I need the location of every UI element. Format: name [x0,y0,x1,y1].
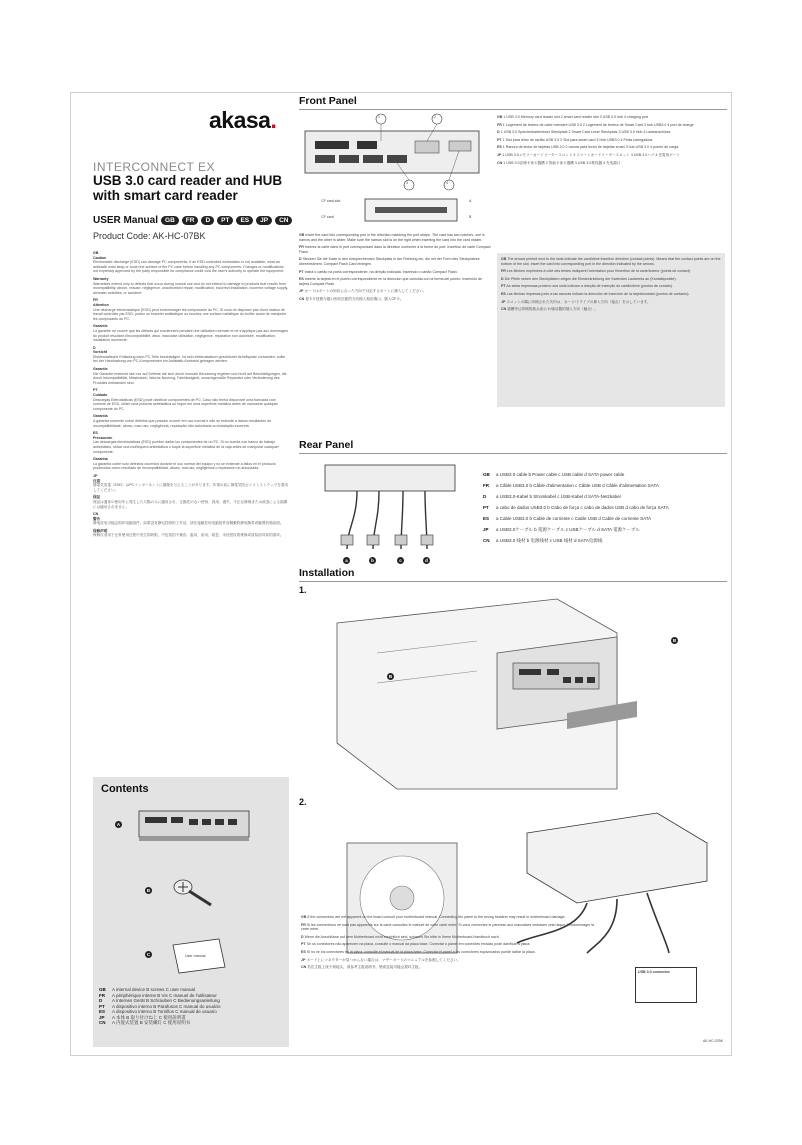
fine-print-text: 静電気放電（ESD）はPCコンポーネントに損傷を与えることがあります。作業の前に静電気防止リストストラップを着用してください。 [93,483,289,492]
grey-note-row: GB The arrows printed next to the slots indicate the card/drive insertion direction (contact points). Means that the contact points are on the bottom of the slot. Insert the card into corresponding port in the direction indicated by the arrows. [501,257,721,266]
note-row: GB Insert the card into corresponding port in the direction matching the port shape. The card has two notches, one is narrow and the other is wider. Make sure the narrow slot is on the right when inserting the card into the card reader. [299,233,485,242]
legend-row: GB 1 USB 3.0 Memory card reader slot 2 smart card reader slot 3 USB 3.0 hub 4 charging port [497,115,649,119]
product-title: USB 3.0 card reader and HUB with smart card reader [93,173,283,203]
fine-print-subhead: Precaución [93,435,113,440]
cf-card-slot-label: CF card slot [321,199,341,203]
fine-print-lang: CN [93,512,99,517]
contents-title: Contents [101,783,149,795]
contents-box [93,777,289,1047]
left-column [71,93,293,1055]
front-panel-legend [497,115,725,227]
install-note-row: FR Si les connecteurs ne sont pas apparents sur la carte consultez le manuel de votre carte mère. Si vous connectez le panneau aux mauvaises embases cela risque d'endommager la carte mère. [301,922,594,932]
contents-row: CN A 内置式装置 B 安装螺钉 C 使用说明书 [99,1020,191,1025]
contents-row: ES A dispositivo interno B Tornillos C manual de usuario [99,1009,217,1014]
fine-print-paragraph [93,367,289,385]
fine-print-subhead: Garantia [93,414,108,419]
callout-4: 4 [446,181,448,185]
fine-print-paragraph [93,414,289,428]
fine-print-subhead: 注意 [93,478,101,483]
fine-print-paragraph [93,277,289,295]
section-divider [299,109,727,110]
cf-card-b: B [469,215,472,219]
note-row: JP カードはポートの形状に合った方向で対応するポートに挿入してください。 [299,289,427,294]
fine-print-text: Une décharge électrostatique (ESD) peut endommager les composants du PC. Si vous ne disposez pas d'une station de travail contrôlée par ESD, portez un bracelet antistatique ou touchez une surface métallique du boîtier avant de manipuler les composants du PC. [93,307,287,321]
install-note-row: PT Se os conectores não aparecem na placa, consulte o manual da placa base. Conectar o painel em conexões erradas pode danificar a placa. [301,942,531,947]
fine-print-paragraph [93,388,289,411]
legend-row: PT 1 Slot para leitor de cartão USB 3.0 2 Slot para smart card 3 Hub USB3.0 4 Porta carregadora [497,137,653,142]
fine-print-subhead: 保証 [93,495,101,500]
legend-row: JP 1 USB 3.0メモリーカードリーダースロット 2 スマートカードリーダースロット 3 USB 3.0ハブ 4 充電用ポート [497,152,680,157]
grey-note-row: FR Les flèches imprimées à côté des fentes indiquent l'orientation pour l'insertion de la carte/lecteur (points de contact). [501,269,692,274]
insertion-direction-notes [497,253,725,407]
lang-pill: PT [217,216,233,225]
fine-print-paragraph [93,457,289,471]
note-row: D Stecken Sie die Karte in den entsprechenden Steckplatz in der Richtung ein, die mit der Form des Steckplatzes übereinstimmt. Compact Flash Card einlegen. [299,257,480,266]
lang-pill: CN [275,216,292,225]
fine-print-text: Die Garantie erstreckt sich nur auf Defekte die sich durch normale Benutzung ergeben und nicht auf Beschädigungen, die durch Inkompatibilität, Missbrauch, falsche Nutzung, Fahrlässigkeit, unsachgemäße Reparatur oder Veränderung des Produkts entstanden sind. [93,371,287,385]
fine-print-paragraph [93,324,289,342]
fine-print-lang: D [93,345,96,350]
rear-legend-row: FR a Câble USB3.0 b Câble d'alimentation c Câble USB d Câble d'alimentation SATA [483,483,659,488]
install-note-row: CN 若在主板上找不到接头，请参考主板说明书。错误连接可能会损坏主板。 [301,965,423,970]
fine-print-text: 静电放电可能会损坏电脑组件。如果没有静电控制的工作站，请在接触任何电脑组件前佩戴防静电腕带或触摸机箱表面。 [93,521,284,526]
cf-card-a: A [469,199,472,203]
brand-logo: akasa. [209,107,277,133]
contents-row: D A Internes Gerät B Schrauben C Bedienungsanleitung [99,998,220,1003]
screw-icon [169,873,219,913]
contents-row: GB A internal device B screws C user manual [99,987,196,992]
fine-print-subhead: 警告 [93,516,101,521]
grey-note-row: JP スロットの隣に印刷された矢印は、カード/ドライブの挿入方向（接点）を示しています。 [501,299,651,304]
contents-rows [99,987,287,1026]
pc-case-installation-illustration [317,593,657,793]
fine-print-paragraph [93,529,289,538]
callout-2: 2 [434,115,436,119]
fine-print-text: Warranties extend only to defects that occur during normal use and do not extend to damage to products that results from incompatibility, abuse, misuse, negligence, unauthorised repair, modification, incorrect installation, incorrect voltage supply, air/water activities, or accident. [93,281,289,295]
rear-legend-row: GB a USB3.0 cable b Power cable c USB cable d SATA power cable [483,472,625,477]
contents-row: FR A périphérique interne B Vis C manuel de l'utilisateur [99,992,217,998]
fine-print-subhead: Garantía [93,457,108,462]
marker-a: A [116,822,121,827]
fine-print-lang: JP [93,473,98,478]
rear-legend-row: ES a Cable USB3.0 b Cable de corriente c Cable USB d Cable de corriente SATA [483,516,652,521]
product-code: Product Code: AK-HC-07BK [93,231,206,241]
manual-label: USER Manual [93,215,159,226]
fine-print-subhead: Garantie [93,367,108,372]
fine-print-text: Elektrostatische Entladung kann PC-Teile beschädigen. Ist kein elektrostatisch geschützter Arbeitsplatz vorhanden, sollte bei der Handhabung von PC-Komponenten ein Antistatik-Armband getragen werden. [93,354,286,364]
grey-note-row: CN 插槽旁边印刷的箭头表示卡/驱动器的插入方向（触点）。 [501,307,599,312]
manual-booklet-label: User manual [185,954,206,958]
lang-pill: FR [182,216,199,225]
screw-marker-right: B [672,638,677,643]
contents-row: PT A dispositivo interno B Parafusos C manual do usuário [99,1003,221,1009]
fine-print-lang: ES [93,431,98,436]
cf-card-diagram [355,193,465,229]
fine-print-text: Las descargas electrostáticas (ESD) pueden dañar los componentes de un PC. Si no cuenta con banco de trabajo antiestático, utilice una muñequera antiestática o toque la superficie metálica de la caja antes de manipular cualquier componente. [93,440,279,454]
installation-heading: Installation [299,567,355,579]
marker-c: C [146,952,151,957]
manual-sheet [70,92,732,1056]
fine-print-text: La garantía cubre solo defectos ocurridos durante el uso normal del equipo y no se extiende a fallos en el producto producidos como resultado de incompatibilidad, abuso, mal uso, negligencia o reparación no autorizada. [93,461,276,471]
install-note-row: D Wenn die Anschlüsse auf dem Motherboard nicht ersichtlich sind, schauen Sie bitte in Ihrem Motherboard-Handbuch nach. [301,934,500,939]
install-note-row: ES Si no ve los conectores en la placa, consulte el manual de la placa base. Conectar el panel a los conectores equivocados puede dañar la placa. [301,949,536,954]
legend-row: CN 1 USB 3.0存储卡读卡器槽 2 智能卡读卡器槽 3 USB 3.0集线器 4 充电端口 [497,160,621,165]
usb3-connector-label: USB 3.0 connector [638,970,670,974]
callout-b: b [369,557,376,564]
front-panel-heading: Front Panel [299,95,357,107]
usb3-connector-box [635,967,697,1003]
front-panel-insertion-notes [299,233,491,409]
fine-print-text: 保証は通常の使用中に発生した欠陥のみに適用され、互換性のない使用、誤用、過失、不正な修理または改造による損傷には適用されません。 [93,499,288,509]
fine-print-paragraph [93,495,289,509]
legend-row: D 1 USB 3.0 Speicherkartenleser Steckplatz 2 Smart Card Leser Steckplatz 3 USB 3.0 Hub 4 Ladeanschluss [497,130,671,135]
callout-d: d [423,557,430,564]
rear-legend-row: PT a cabo de dados USB3.0 b Cabo de força c cabo de dados USB d cabo de força SATA [483,505,669,510]
install-note-row: JP ボード上にコネクターが見つからない場合は、マザーボードのマニュアルを参照してください。 [301,957,461,962]
section-divider [299,453,727,454]
fine-print-text: 保修仅适用于正常使用过程中发生的缺陷，不包括因不兼容、滥用、误用、疏忽、未经授权的维修或改装而导致的损坏。 [93,533,284,538]
lang-pill: ES [236,216,253,225]
legend-row: ES 1 Ranura de lector de tarjetas USB 3.0 2 ranura para lector de tarjetas smart 3 hub USB 3.0 4 puerto de carga [497,145,679,150]
fine-print-paragraph [93,431,289,454]
fine-print-subhead: Warranty [93,276,109,281]
lang-pill: GB [161,216,179,225]
note-row: FR Insérez la carte dans le port correspondant dans la direction conforme à la forme du port. Insertion de carte Compact Flash. [299,245,491,254]
rear-panel-diagram [317,459,467,565]
right-column [299,93,729,1055]
user-manual-languages [93,215,292,226]
rear-panel-heading: Rear Panel [299,439,354,451]
cf-card-label: CF card [321,215,334,219]
fine-print-text: Electrostatic discharge (ESD) can damage PC components. If an ESD controlled workstation is not available, wear an antistatic wrist strap or touch the surface of the PC case before handling any PC components. Changes or modifications not expressly approved by the party responsible for compliance could void the user's authority to operate the equipment. [93,260,285,274]
callout-a: a [343,557,350,564]
fine-print-subhead: Cuidado [93,393,108,398]
contents-row: JP A 本体 B 取り付けねじ C 使用説明書 [99,1014,186,1020]
step-2: 2. [299,797,307,807]
fine-print-subhead: 保修声明 [93,528,108,533]
rear-panel-legend [483,469,725,546]
footer-code: AK-HC-07BK [703,1039,723,1043]
note-row: PT Insira o cartão na porta correspondente, na direção indicada. Inserindo o cartão Compact Flash. [299,269,458,274]
fine-print-subhead: Garantie [93,324,108,329]
marker-b: B [146,888,151,893]
callout-1: 1 [378,115,380,119]
lang-pill: JP [256,216,272,225]
lang-pill: D [201,216,214,225]
step-1: 1. [299,585,307,595]
note-row: ES Inserte la tarjeta en el puerto correspondiente en la dirección que coincida con la forma del puerto. Inserción de tarjeta Compact Flash. [299,277,482,286]
rear-legend-row: CN a USB3.0 线材 b 电源线材 c USB 线材 d SATA电源线 [483,538,603,543]
fine-print-text: A garantia somente cobre defeitos que possam ocorrer em uso normal e não se estende a danos resultantes de incompatibilidade, abuso, mau uso, negligência, reparação não autorizada ou instalação incorreta. [93,419,272,428]
internal-device-illustration [135,805,255,845]
legend-row: FR 1 Logement de lecteur de carte mémoire USB 3.0 2 Logement de lecteur de Smart Card 3 hub USB3.0 4 port de charge [497,122,694,127]
section-divider [299,581,727,582]
note-row: CN 将卡片按照与端口形状匹配的方向插入相应端口。插入CF卡。 [299,296,404,301]
fine-print-lang: FR [93,298,98,303]
grey-note-row: ES Las flechas impresas junto a las ranuras indican la dirección de inserción de la tarjeta/unidad (puntos de contacto). [501,291,690,296]
fine-print-paragraph [93,474,289,492]
installation-notes [301,915,601,973]
fine-print-text: Descargas Eletrostáticas (ESD) pode danificar componentes de PC. Caso não tenha disponível uma bancada com controle de ESD, utilize uma pulseira antiestática ou toque em uma superfície metálica antes de manusear qualquer componente do PC. [93,397,278,411]
fine-print-lang: GB [93,251,99,255]
fine-print-subhead: Caution [93,255,107,260]
fine-print-paragraph [93,251,289,274]
rear-legend-row: JP a USB3.0ケーブル b 電源ケーブル c USBケーブル d SATA 電源ケーブル [483,527,640,532]
fine-print-paragraph [93,346,289,364]
caution-warranty-text [93,251,289,771]
fine-print-paragraph [93,512,289,526]
rear-legend-row: D a USB3.0-Kabel b Stromkabel c USB-Kabel d SATA-Netzkabel [483,494,621,499]
fine-print-subhead: Vorsicht [93,350,108,355]
grey-note-row: PT As setas impressas próximo aos slots indicam a direção de inserção do cartão/drive (pontos de contato). [501,284,673,289]
grey-note-row: D Die Pfeile neben den Steckplätzen zeigen die Einsteckrichtung der Karte/des Laufwerks an (Kontaktpunkte). [501,276,677,281]
install-note-row: GB If the connectors are not apparent on the board consult your motherboard manual. Connecting the panel to the wrong headers may result in motherboard damage. [301,915,566,919]
callout-c: c [397,557,404,564]
fine-print-subhead: Attention [93,302,109,307]
callout-3: 3 [406,181,408,185]
fine-print-paragraph [93,298,289,321]
fine-print-lang: PT [93,388,98,393]
product-series: INTERCONNECT EX [93,160,215,174]
screw-marker-left: B [388,674,393,679]
fine-print-text: La garantie ne couvre que les défauts qui surviennent pendant une utilisation normale et ne s'applique pas aux dommages du produit résultant d'incompatibilité, abus, mauvaise utilisation, négligence, réparation non autorisée, modification, installation incorrecte. [93,328,288,343]
